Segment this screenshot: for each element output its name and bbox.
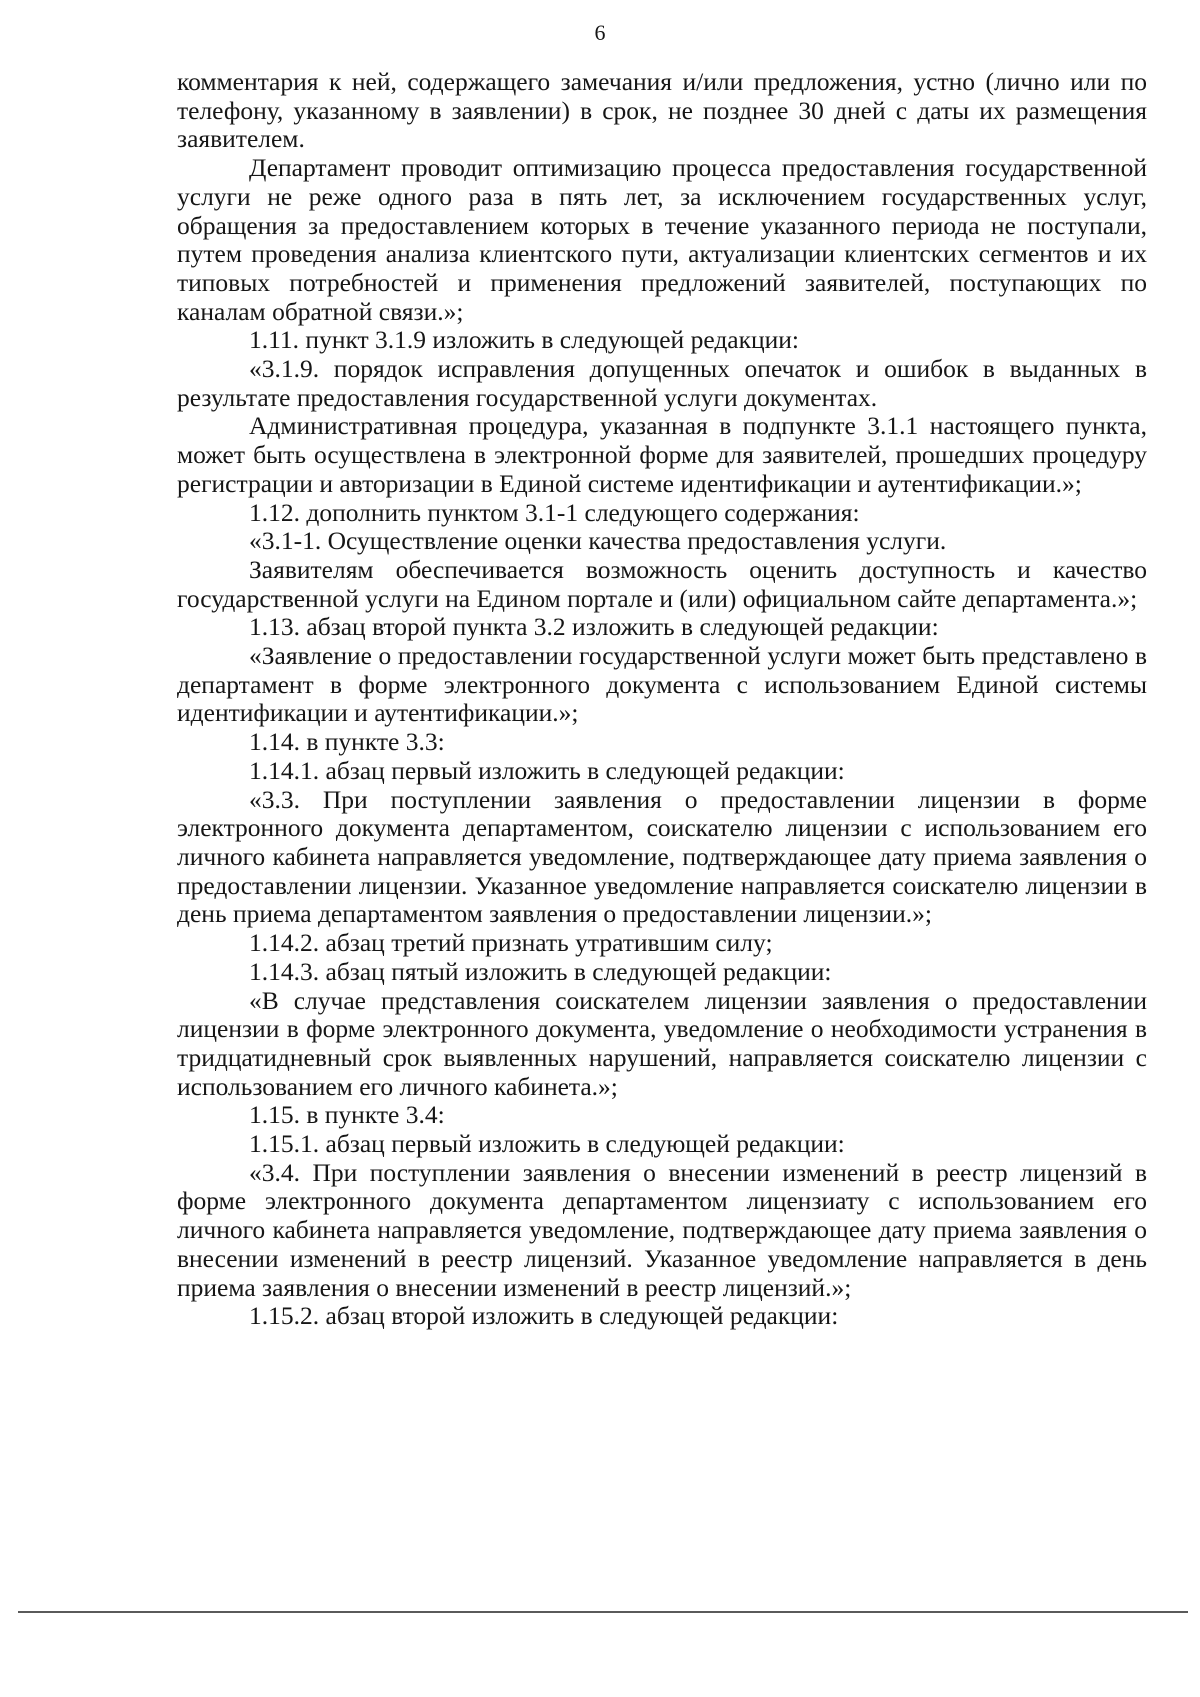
page-bottom-rule bbox=[18, 1611, 1188, 1613]
paragraph: 1.15. в пункте 3.4: bbox=[249, 1100, 445, 1130]
paragraph: Административная процедура, указанная в подпункте 3.1.1 настоящего пункта, может быть осуществлена в электронной форме для заявителей, прошедших процедуру регистрации и авторизации в Единой системе идентификации и аутентификации.»; bbox=[177, 411, 1147, 498]
document-body bbox=[177, 68, 1147, 1331]
paragraph: 1.12. дополнить пунктом 3.1-1 следующего содержания: bbox=[249, 497, 860, 527]
paragraph: 1.14. в пункте 3.3: bbox=[249, 727, 445, 757]
paragraph: комментария к ней, содержащего замечания и/или предложения, устно (лично или по телефону, указанному в заявлении) в срок, не позднее 30 дней с даты их размещения заявителем. bbox=[177, 67, 1147, 154]
paragraph: «3.1.9. порядок исправления допущенных опечаток и ошибок в выданных в результате предоставления государственной услуги документах. bbox=[177, 354, 1147, 412]
paragraph: «В случае представления соискателем лицензии заявления о предоставлении лицензии в форме электронного документа, уведомление о необходимости устранения в тридцатидневный срок выявленных нарушений, направляется соискателю лицензии с использованием его личного кабинета.»; bbox=[177, 985, 1147, 1101]
page-number: 6 bbox=[594, 20, 606, 45]
paragraph: «3.3. При поступлении заявления о предоставлении лицензии в форме электронного документа департаментом, соискателю лицензии с использованием его личного кабинета направляется уведомление, подтверждающее дату приема заявления о предоставлении лицензии. Указанное уведомление направляется соискателю лицензии в день приема департаментом заявления о предоставлении лицензии.»; bbox=[177, 784, 1147, 929]
paragraph: 1.14.3. абзац пятый изложить в следующей редакции: bbox=[249, 956, 832, 986]
paragraph: «Заявление о предоставлении государственной услуги может быть представлено в департамент в форме электронного документа с использованием Единой системы идентификации и аутентификации.»; bbox=[177, 641, 1147, 728]
paragraph: 1.14.1. абзац первый изложить в следующей редакции: bbox=[249, 755, 845, 785]
paragraph: 1.14.2. абзац третий признать утратившим силу; bbox=[249, 928, 773, 958]
paragraph: 1.11. пункт 3.1.9 изложить в следующей редакции: bbox=[249, 325, 800, 355]
paragraph: 1.13. абзац второй пункта 3.2 изложить в следующей редакции: bbox=[249, 612, 939, 642]
paragraph: «3.4. При поступлении заявления о внесении изменений в реестр лицензий в форме электронного документа департаментом лицензиату с использованием его личного кабинета направляется уведомление, подтверждающее дату приема заявления о внесении изменений в реестр лицензий. Указанное уведомление направляется в день приема заявления о внесении изменений в реестр лицензий.»; bbox=[177, 1157, 1147, 1302]
paragraph: «3.1-1. Осуществление оценки качества предоставления услуги. bbox=[249, 526, 947, 556]
paragraph: 1.15.1. абзац первый изложить в следующей редакции: bbox=[249, 1129, 845, 1159]
paragraph: Заявителям обеспечивается возможность оценить доступность и качество государственной услуги на Едином портале и (или) официальном сайте департамента.»; bbox=[177, 554, 1147, 613]
paragraph: Департамент проводит оптимизацию процесса предоставления государственной услуги не реже одного раза в пять лет, за исключением государственных услуг, обращения за предоставлением которых в течение указанного периода не поступали, путем проведения анализа клиентского пути, актуализации клиентских сегментов и их типовых потребностей и применения предложений заявителей, поступающих по каналам обратной связи.»; bbox=[177, 153, 1147, 326]
paragraph: 1.15.2. абзац второй изложить в следующей редакции: bbox=[249, 1301, 839, 1331]
